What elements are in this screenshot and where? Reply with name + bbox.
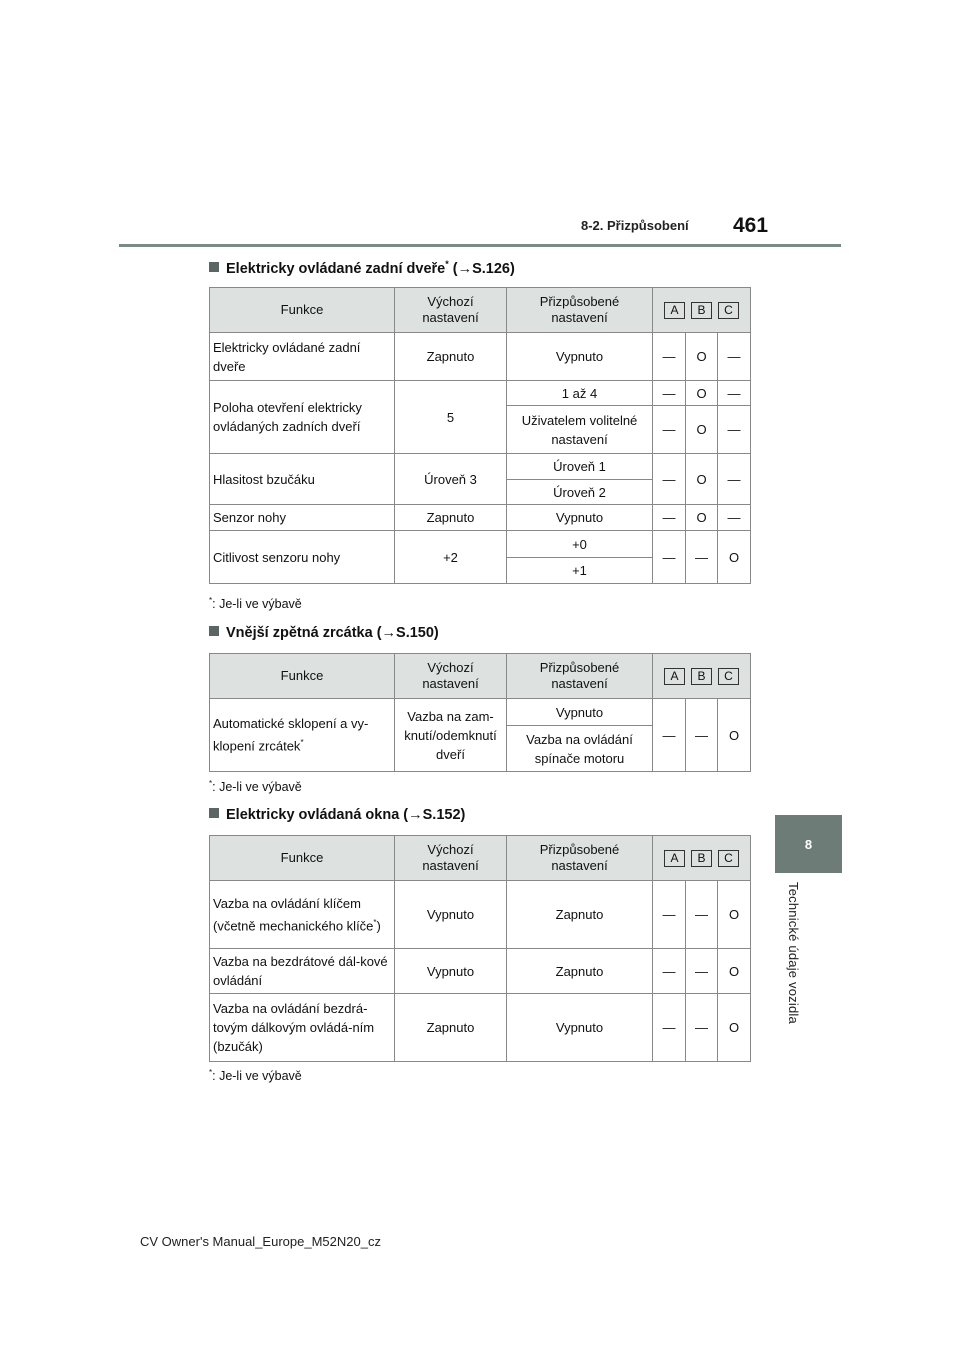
col-header-abc: A B C <box>653 654 751 699</box>
footer-manual-name: CV Owner's Manual_Europe_M52N20_cz <box>140 1234 381 1249</box>
table-header-row <box>210 288 751 333</box>
header-rule <box>119 244 841 247</box>
col-header-funkce: Funkce <box>210 288 395 333</box>
table-row: Elektricky ovládané zadní dveře Zapnuto Vypnuto — O — <box>210 333 751 381</box>
footnote: *: Je-li ve výbavě <box>209 779 302 795</box>
table-windows <box>209 835 751 1062</box>
footnote: *: Je-li ve výbavě <box>209 596 302 612</box>
table-row: Vazba na ovládání spínače motoru <box>210 726 751 772</box>
table-row: Uživatelem volitelné nastavení — O — <box>210 406 751 454</box>
col-header-funkce: Funkce <box>210 836 395 881</box>
square-bullet-icon <box>209 262 219 272</box>
col-header-vychozi: Výchozí nastavení <box>395 836 507 881</box>
col-header-vychozi: Výchozí nastavení <box>395 654 507 699</box>
table-row: Senzor nohy Zapnuto Vypnuto — O — <box>210 505 751 531</box>
table-row: Vazba na ovládání klíčem (včetně mechanického klíče*) Vypnuto Zapnuto — — O <box>210 881 751 949</box>
col-header-funkce: Funkce <box>210 654 395 699</box>
table-row: Vazba na bezdrátové dál-kové ovládání Vypnuto Zapnuto — — O <box>210 949 751 994</box>
footnote: *: Je-li ve výbavě <box>209 1068 302 1084</box>
section-title-windows: Elektricky ovládaná okna (→S.152) <box>209 807 465 823</box>
table-tailgate <box>209 287 751 584</box>
table-header-row <box>210 836 751 881</box>
col-header-vychozi: Výchozí nastavení <box>395 288 507 333</box>
table-mirrors <box>209 653 751 772</box>
table-header-row <box>210 654 751 699</box>
table-row: Vazba na ovládání bezdrá-tovým dálkovým ovládá-ním (bzučák) Zapnuto Vypnuto — — O <box>210 994 751 1062</box>
section-title-mirrors: Vnější zpětná zrcátka (→S.150) <box>209 625 439 641</box>
col-header-abc: A B C <box>653 836 751 881</box>
table-row: Poloha otevření elektricky ovládaných zadních dveří 5 1 až 4 — O — <box>210 381 751 406</box>
header-section-title: 8-2. Přizpůsobení <box>581 218 689 233</box>
col-header-prizpusobene: Přizpůsobené nastavení <box>507 654 653 699</box>
table-row: Automatické sklopení a vy-klopení zrcátek* Vazba na zam-knutí/odemknutí dveří Vypnuto — — O <box>210 699 751 726</box>
page-number: 461 <box>733 214 769 237</box>
col-header-prizpusobene: Přizpůsobené nastavení <box>507 288 653 333</box>
section-title-tailgate: Elektricky ovládané zadní dveře* (→S.126) <box>209 259 515 277</box>
col-header-abc: A B C <box>653 288 751 333</box>
chapter-label: Technické údaje vozidla <box>786 882 801 1024</box>
square-bullet-icon <box>209 808 219 818</box>
table-row: Citlivost senzoru nohy +2 +0 — — O <box>210 531 751 558</box>
table-row: Hlasitost bzučáku Úroveň 3 Úroveň 1 — O — <box>210 454 751 480</box>
col-header-prizpusobene: Přizpůsobené nastavení <box>507 836 653 881</box>
chapter-number: 8 <box>804 836 813 852</box>
chapter-tab <box>775 815 842 873</box>
table-row: Úroveň 2 <box>210 480 751 505</box>
square-bullet-icon <box>209 626 219 636</box>
table-row: +1 <box>210 558 751 584</box>
